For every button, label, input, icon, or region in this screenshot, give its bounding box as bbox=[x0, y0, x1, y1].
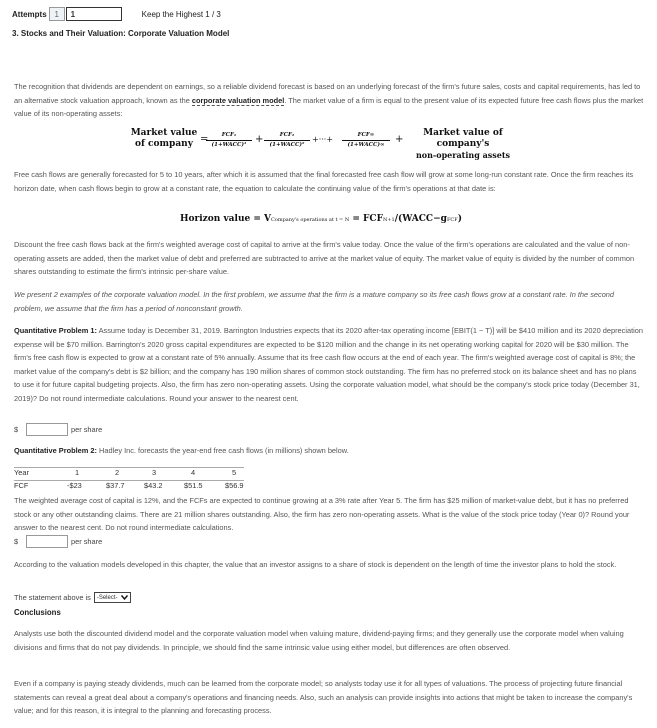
table-fcf-5: $56.9 bbox=[225, 481, 244, 490]
hv-sub-2: N+1 bbox=[382, 217, 395, 223]
term1-numerator: FCF₁ bbox=[206, 131, 252, 141]
intro-text-before: The recognition that dividends are dependent on earnings, so a reliable dividend forecast is based on an underlying forecast of the firm's future sales, costs and capital requirements, has led to an alternative stock valuation approach, known as the bbox=[14, 82, 641, 105]
attempts-label: Attempts bbox=[12, 9, 47, 19]
termn-denominator: (1+WACC)∞ bbox=[347, 142, 385, 148]
para5-text: According to the valuation models developed in this chapter, the value that an investor assigns to a share of stock is dependent on the length of time the investor plans to hold the stock. bbox=[14, 560, 617, 569]
problem2-unit: per share bbox=[71, 537, 103, 546]
para2-text: Free cash flows are generally forecasted for 5 to 10 years, after which it is assumed that the final forecasted free cash flow will grow at some long-run constant rate. Once the firm reaches its horizon date, when cash flows begin to grow at a constant rate, the equation to calculate the continuing value of the firm's operations at that date is: bbox=[14, 170, 634, 193]
table-year-2: 2 bbox=[115, 468, 120, 477]
hv-sub-3: FCF bbox=[446, 217, 458, 223]
table-fcf-3: $43.2 bbox=[144, 481, 163, 490]
true-false-select[interactable] bbox=[94, 592, 131, 603]
formula-rhs-line1: Market value of company's bbox=[423, 128, 503, 149]
problem2-paragraph bbox=[14, 444, 644, 458]
problem1-answer-row bbox=[14, 423, 102, 436]
examples-paragraph bbox=[14, 288, 644, 315]
intro-text-after: . The market value of a firm is equal to the present value of its expected future free cash flows plus the market value of its non-operating assets: bbox=[14, 95, 644, 118]
hv-part-a: Horizon value = V bbox=[180, 214, 271, 224]
table-fcf-4: $51.5 bbox=[184, 481, 203, 490]
conclusions-heading: Conclusions bbox=[14, 608, 61, 617]
problem1-text: Assume today is December 31, 2019. Barrington Industries expects that its 2020 after-tax operating income [EBIT(1 − T)] will be $410 million and its 2020 depreciation expense will be $70 million. Barrington's 2020 gross capital expenditures are expected to be $120 million and the change in its net operating working capital for 2020 will be $30 million. The firm's free cash flow is expected to grow at a constant rate of 5% annually. Assume that its free cash flow occurs at the end of each year. The firm's weighted average cost of capital is 8%; the market value of the company's debt is $2 billion; and the company has 190 million shares of common stock outstanding. The firm has no preferred stock on its balance sheet and has no plans to use it for future capital budgeting projects. Also, the firm has zero non-operating assets. Using the corporate valuation model, what should be the company's stock price today (December 31, 2019)? Do not round intermediate calculations. Round your answer to the nearest cent. bbox=[14, 326, 644, 403]
intro-paragraph bbox=[14, 80, 644, 121]
table-year-3: 3 bbox=[152, 468, 157, 477]
hv-sub-1: Company's operations at t = N bbox=[271, 217, 350, 223]
para4-text: We present 2 examples of the corporate valuation model. In the first problem, we assume that the firm is a mature company so its free cash flows grow at a constant rate. In the second problem, we assume that the firm has a period of nonconstant growth. bbox=[14, 290, 615, 313]
valuation-formula: Market value of company = FCF₁ (1+WACC)¹ + FCF₂ (1+WACC)² +···+ FCF∞ (1+WACC)∞ + Market value of company's non-operating assets bbox=[130, 128, 530, 158]
problem2-label: Quantitative Problem 2: bbox=[14, 446, 97, 455]
conclusions-paragraph-2 bbox=[14, 677, 644, 718]
problem2-para: The weighted average cost of capital is 12%, and the FCFs are expected to continue growing at a 3% rate after Year 5. The firm has $25 million of market-value debt, but it has no preferred stock or any other outstanding claims. There are 21 million shares outstanding. Also, the firm has zero non-operating assets. What is the value of the stock price today (Year 0)? Round your answer to the nearest cent. Do not round intermediate calculations. bbox=[14, 496, 630, 532]
holding-period-paragraph bbox=[14, 558, 644, 572]
formula-lhs-line1: Market value bbox=[130, 128, 198, 138]
problem2-answer-row bbox=[14, 535, 102, 548]
current-attempt-box[interactable]: 1 bbox=[66, 7, 122, 21]
term2-numerator: FCF₂ bbox=[264, 131, 310, 141]
table-row-label-fcf: FCF bbox=[14, 481, 29, 490]
formula-lhs-line2: of company bbox=[135, 139, 193, 149]
free-cash-flow-paragraph bbox=[14, 168, 644, 195]
hv-part-d: ) bbox=[457, 214, 462, 224]
term2-denominator: (1+WACC)² bbox=[269, 142, 305, 148]
conclusions-p1: Analysts use both the discounted dividend model and the corporate valuation model when valuing mature, dividend-paying firms; and they generally use the corporate model when valuing divisions and firms that do not pay dividends. In principle, we should find the same intrinsic value using either model, but differences are often observed. bbox=[14, 629, 624, 652]
attempt-1-button[interactable]: 1 bbox=[49, 7, 65, 21]
table-year-1: 1 bbox=[75, 468, 80, 477]
problem1-paragraph bbox=[14, 324, 644, 405]
termn-numerator: FCF∞ bbox=[342, 131, 390, 141]
question-title: 3. Stocks and Their Valuation: Corporate Valuation Model bbox=[12, 29, 230, 38]
hv-part-c: /(WACC−g bbox=[394, 214, 447, 224]
problem1-label: Quantitative Problem 1: bbox=[14, 326, 97, 335]
table-fcf-1: -$23 bbox=[67, 481, 82, 490]
keep-highest-label: Keep the Highest 1 / 3 bbox=[141, 9, 221, 19]
conclusions-p2: Even if a company is paying steady dividends, much can be learned from the corporate model; so analysts today use it for all types of valuations. The process of projecting future financial statements can reveal a great deal about a company's operations and financing needs. Also, such an analysis can provide insights into actions that might be taken to increase the company's value; and for this reason, it is integral to the planning and forecasting process. bbox=[14, 679, 633, 715]
statement-row bbox=[14, 592, 131, 603]
chevron-down-icon bbox=[121, 595, 128, 600]
problem2-answer-input[interactable] bbox=[26, 535, 68, 548]
table-header-year: Year bbox=[14, 468, 29, 477]
para3-text: Discount the free cash flows back at the firm's weighted average cost of capital to arrive at the firm's value today. Once the value of the firm's operations are calculated and the value of non-operating assets are added, then the market value of debt and preferred are subtracted to arrive at the market value of equity. The market value of equity is divided by the number of common shares outstanding to estimate the firm's intrinsic per-share value. bbox=[14, 240, 635, 276]
problem1-dollar: $ bbox=[14, 425, 19, 434]
attempts-bar bbox=[12, 5, 221, 23]
table-year-5: 5 bbox=[232, 468, 237, 477]
conclusions-paragraph-1 bbox=[14, 627, 644, 654]
problem1-unit: per share bbox=[71, 425, 103, 434]
select-value: -Select- bbox=[96, 594, 118, 601]
formula-ellipsis: +···+ bbox=[312, 135, 334, 144]
problem2-details bbox=[14, 494, 644, 535]
problem2-text: Hadley Inc. forecasts the year-end free cash flows (in millions) shown below. bbox=[96, 446, 349, 455]
discount-paragraph bbox=[14, 238, 644, 279]
hv-part-b: = FCF bbox=[349, 214, 383, 224]
formula-rhs-line2: non-operating assets bbox=[415, 150, 511, 160]
statement-label: The statement above is bbox=[14, 593, 91, 602]
glossary-term-link[interactable]: corporate valuation model bbox=[191, 95, 285, 105]
problem2-dollar: $ bbox=[14, 537, 19, 546]
problem1-answer-input[interactable] bbox=[26, 423, 68, 436]
horizon-value-formula bbox=[180, 214, 462, 224]
table-fcf-2: $37.7 bbox=[106, 481, 125, 490]
term1-denominator: (1+WACC)¹ bbox=[211, 142, 247, 148]
table-year-4: 4 bbox=[191, 468, 196, 477]
